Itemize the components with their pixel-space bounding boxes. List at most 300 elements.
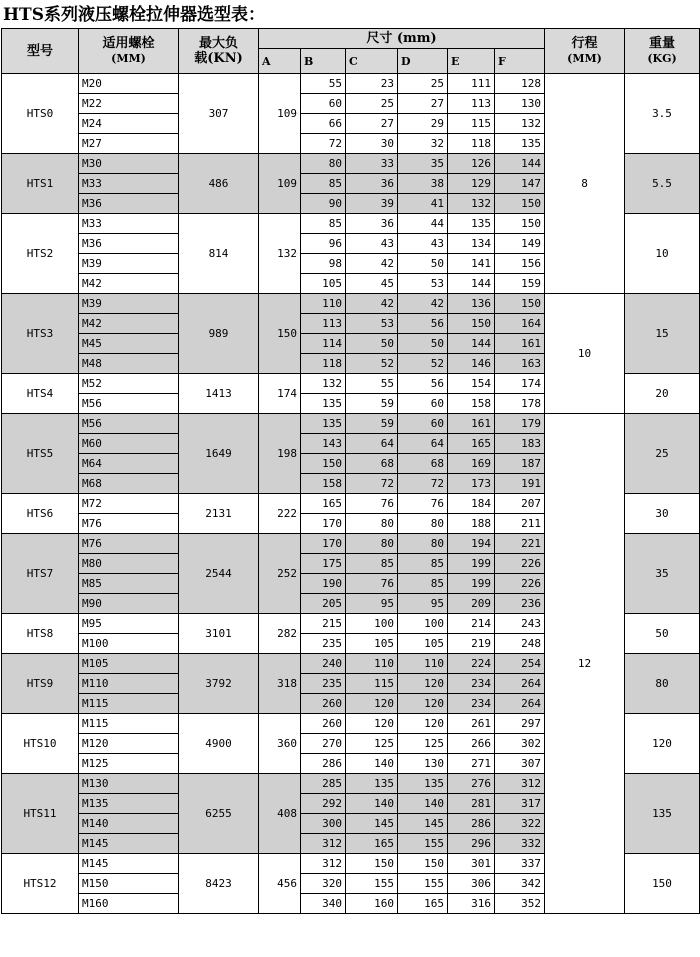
load-cell: 814 bbox=[179, 214, 259, 294]
bolt-cell: M60 bbox=[79, 434, 179, 454]
weight-cell: 150 bbox=[625, 854, 700, 914]
dim-cell: 98 bbox=[301, 254, 346, 274]
load-cell: 8423 bbox=[179, 854, 259, 914]
dim-cell: 312 bbox=[495, 774, 545, 794]
dim-cell: 64 bbox=[346, 434, 398, 454]
dim-a-cell: 109 bbox=[259, 74, 301, 154]
dim-a-cell: 408 bbox=[259, 774, 301, 854]
dim-cell: 42 bbox=[346, 254, 398, 274]
dim-cell: 44 bbox=[398, 214, 448, 234]
load-cell: 307 bbox=[179, 74, 259, 154]
dim-cell: 144 bbox=[495, 154, 545, 174]
dim-cell: 207 bbox=[495, 494, 545, 514]
model-cell: HTS10 bbox=[2, 714, 79, 774]
load-cell: 486 bbox=[179, 154, 259, 214]
dim-cell: 276 bbox=[448, 774, 495, 794]
dim-cell: 56 bbox=[398, 374, 448, 394]
bolt-cell: M33 bbox=[79, 174, 179, 194]
dim-cell: 115 bbox=[346, 674, 398, 694]
header-b: B bbox=[301, 49, 346, 74]
dim-cell: 125 bbox=[398, 734, 448, 754]
dim-a-cell: 132 bbox=[259, 214, 301, 294]
model-cell: HTS5 bbox=[2, 414, 79, 494]
dim-cell: 297 bbox=[495, 714, 545, 734]
dim-cell: 224 bbox=[448, 654, 495, 674]
bolt-cell: M64 bbox=[79, 454, 179, 474]
dim-cell: 105 bbox=[398, 634, 448, 654]
dim-cell: 150 bbox=[495, 214, 545, 234]
header-load: 最大负 载(KN) bbox=[179, 29, 259, 74]
dim-cell: 114 bbox=[301, 334, 346, 354]
weight-cell: 120 bbox=[625, 714, 700, 774]
dim-cell: 226 bbox=[495, 574, 545, 594]
bolt-cell: M20 bbox=[79, 74, 179, 94]
model-cell: HTS7 bbox=[2, 534, 79, 614]
model-cell: HTS0 bbox=[2, 74, 79, 154]
bolt-cell: M145 bbox=[79, 854, 179, 874]
dim-cell: 143 bbox=[301, 434, 346, 454]
dim-cell: 187 bbox=[495, 454, 545, 474]
load-cell: 1413 bbox=[179, 374, 259, 414]
load-cell: 2544 bbox=[179, 534, 259, 614]
bolt-cell: M56 bbox=[79, 394, 179, 414]
bolt-cell: M48 bbox=[79, 354, 179, 374]
weight-cell: 35 bbox=[625, 534, 700, 614]
dim-cell: 312 bbox=[301, 854, 346, 874]
dim-cell: 178 bbox=[495, 394, 545, 414]
dim-cell: 165 bbox=[346, 834, 398, 854]
dim-cell: 300 bbox=[301, 814, 346, 834]
header-model: 型号 bbox=[2, 29, 79, 74]
dim-cell: 76 bbox=[398, 494, 448, 514]
dim-cell: 150 bbox=[398, 854, 448, 874]
dim-cell: 173 bbox=[448, 474, 495, 494]
dim-cell: 145 bbox=[398, 814, 448, 834]
dim-cell: 296 bbox=[448, 834, 495, 854]
model-cell: HTS2 bbox=[2, 214, 79, 294]
dim-cell: 211 bbox=[495, 514, 545, 534]
dim-cell: 80 bbox=[301, 154, 346, 174]
dim-cell: 27 bbox=[398, 94, 448, 114]
dim-cell: 36 bbox=[346, 174, 398, 194]
dim-cell: 155 bbox=[346, 874, 398, 894]
dim-cell: 60 bbox=[301, 94, 346, 114]
dim-cell: 135 bbox=[301, 414, 346, 434]
dim-a-cell: 222 bbox=[259, 494, 301, 534]
dim-cell: 271 bbox=[448, 754, 495, 774]
header-bolt: 适用螺栓 (MM) bbox=[79, 29, 179, 74]
dim-a-cell: 150 bbox=[259, 294, 301, 374]
dim-cell: 292 bbox=[301, 794, 346, 814]
dim-cell: 130 bbox=[398, 754, 448, 774]
dim-cell: 170 bbox=[301, 514, 346, 534]
bolt-cell: M85 bbox=[79, 574, 179, 594]
bolt-cell: M45 bbox=[79, 334, 179, 354]
dim-cell: 80 bbox=[398, 514, 448, 534]
dim-cell: 33 bbox=[346, 154, 398, 174]
header-a: A bbox=[259, 49, 301, 74]
dim-cell: 150 bbox=[495, 194, 545, 214]
dim-cell: 128 bbox=[495, 74, 545, 94]
dim-cell: 161 bbox=[495, 334, 545, 354]
dim-cell: 322 bbox=[495, 814, 545, 834]
dim-cell: 72 bbox=[301, 134, 346, 154]
dim-cell: 55 bbox=[346, 374, 398, 394]
bolt-cell: M76 bbox=[79, 534, 179, 554]
header-weight: 重量 (KG) bbox=[625, 29, 700, 74]
model-cell: HTS8 bbox=[2, 614, 79, 654]
dim-cell: 85 bbox=[301, 214, 346, 234]
dim-cell: 120 bbox=[346, 714, 398, 734]
dim-cell: 214 bbox=[448, 614, 495, 634]
dim-cell: 113 bbox=[448, 94, 495, 114]
dim-cell: 111 bbox=[448, 74, 495, 94]
dim-cell: 68 bbox=[398, 454, 448, 474]
header-c: C bbox=[346, 49, 398, 74]
dim-cell: 209 bbox=[448, 594, 495, 614]
header-e: E bbox=[448, 49, 495, 74]
bolt-cell: M39 bbox=[79, 294, 179, 314]
dim-cell: 165 bbox=[448, 434, 495, 454]
dim-cell: 156 bbox=[495, 254, 545, 274]
dim-cell: 118 bbox=[301, 354, 346, 374]
dim-cell: 27 bbox=[346, 114, 398, 134]
dim-cell: 183 bbox=[495, 434, 545, 454]
dim-cell: 126 bbox=[448, 154, 495, 174]
bolt-cell: M42 bbox=[79, 274, 179, 294]
dim-cell: 155 bbox=[398, 834, 448, 854]
dim-cell: 140 bbox=[398, 794, 448, 814]
dim-cell: 52 bbox=[346, 354, 398, 374]
load-cell: 989 bbox=[179, 294, 259, 374]
dim-cell: 301 bbox=[448, 854, 495, 874]
weight-cell: 10 bbox=[625, 214, 700, 294]
dim-cell: 140 bbox=[346, 754, 398, 774]
dim-cell: 145 bbox=[346, 814, 398, 834]
bolt-cell: M24 bbox=[79, 114, 179, 134]
dim-cell: 135 bbox=[398, 774, 448, 794]
dim-cell: 150 bbox=[346, 854, 398, 874]
dim-cell: 236 bbox=[495, 594, 545, 614]
dim-cell: 235 bbox=[301, 634, 346, 654]
bolt-cell: M145 bbox=[79, 834, 179, 854]
dim-cell: 286 bbox=[301, 754, 346, 774]
dim-cell: 234 bbox=[448, 674, 495, 694]
load-cell: 6255 bbox=[179, 774, 259, 854]
dim-cell: 165 bbox=[301, 494, 346, 514]
bolt-cell: M150 bbox=[79, 874, 179, 894]
bolt-cell: M95 bbox=[79, 614, 179, 634]
dim-cell: 132 bbox=[301, 374, 346, 394]
dim-cell: 110 bbox=[346, 654, 398, 674]
bolt-cell: M105 bbox=[79, 654, 179, 674]
model-cell: HTS11 bbox=[2, 774, 79, 854]
dim-cell: 25 bbox=[346, 94, 398, 114]
bolt-cell: M115 bbox=[79, 694, 179, 714]
dim-cell: 240 bbox=[301, 654, 346, 674]
dim-cell: 188 bbox=[448, 514, 495, 534]
dim-cell: 120 bbox=[398, 674, 448, 694]
dim-cell: 80 bbox=[346, 534, 398, 554]
dim-cell: 85 bbox=[301, 174, 346, 194]
dim-cell: 141 bbox=[448, 254, 495, 274]
bolt-cell: M135 bbox=[79, 794, 179, 814]
dim-cell: 25 bbox=[398, 74, 448, 94]
dim-cell: 125 bbox=[346, 734, 398, 754]
dim-cell: 59 bbox=[346, 394, 398, 414]
weight-cell: 135 bbox=[625, 774, 700, 854]
dim-cell: 159 bbox=[495, 274, 545, 294]
dim-cell: 64 bbox=[398, 434, 448, 454]
dim-cell: 50 bbox=[398, 254, 448, 274]
bolt-cell: M52 bbox=[79, 374, 179, 394]
dim-cell: 149 bbox=[495, 234, 545, 254]
dim-cell: 281 bbox=[448, 794, 495, 814]
dim-cell: 129 bbox=[448, 174, 495, 194]
dim-cell: 136 bbox=[448, 294, 495, 314]
dim-cell: 130 bbox=[495, 94, 545, 114]
dim-cell: 170 bbox=[301, 534, 346, 554]
dim-cell: 158 bbox=[301, 474, 346, 494]
bolt-cell: M30 bbox=[79, 154, 179, 174]
bolt-cell: M120 bbox=[79, 734, 179, 754]
dim-cell: 264 bbox=[495, 674, 545, 694]
dim-cell: 110 bbox=[398, 654, 448, 674]
dim-cell: 169 bbox=[448, 454, 495, 474]
weight-cell: 80 bbox=[625, 654, 700, 714]
dim-cell: 352 bbox=[495, 894, 545, 914]
dim-cell: 115 bbox=[448, 114, 495, 134]
model-cell: HTS6 bbox=[2, 494, 79, 534]
dim-cell: 316 bbox=[448, 894, 495, 914]
model-cell: HTS12 bbox=[2, 854, 79, 914]
dim-cell: 105 bbox=[301, 274, 346, 294]
dim-cell: 302 bbox=[495, 734, 545, 754]
bolt-cell: M140 bbox=[79, 814, 179, 834]
dim-cell: 312 bbox=[301, 834, 346, 854]
dim-cell: 43 bbox=[398, 234, 448, 254]
dim-cell: 35 bbox=[398, 154, 448, 174]
dim-a-cell: 318 bbox=[259, 654, 301, 714]
dim-cell: 53 bbox=[398, 274, 448, 294]
table-row bbox=[2, 294, 700, 314]
dim-cell: 264 bbox=[495, 694, 545, 714]
bolt-cell: M100 bbox=[79, 634, 179, 654]
dim-cell: 59 bbox=[346, 414, 398, 434]
dim-cell: 199 bbox=[448, 554, 495, 574]
dim-cell: 45 bbox=[346, 274, 398, 294]
selection-table bbox=[1, 28, 700, 914]
bolt-cell: M115 bbox=[79, 714, 179, 734]
dim-cell: 261 bbox=[448, 714, 495, 734]
dim-cell: 248 bbox=[495, 634, 545, 654]
bolt-cell: M90 bbox=[79, 594, 179, 614]
dim-cell: 150 bbox=[301, 454, 346, 474]
dim-cell: 80 bbox=[346, 514, 398, 534]
dim-cell: 184 bbox=[448, 494, 495, 514]
bolt-cell: M42 bbox=[79, 314, 179, 334]
dim-cell: 215 bbox=[301, 614, 346, 634]
dim-cell: 42 bbox=[346, 294, 398, 314]
dim-cell: 219 bbox=[448, 634, 495, 654]
bolt-cell: M33 bbox=[79, 214, 179, 234]
weight-cell: 50 bbox=[625, 614, 700, 654]
dim-cell: 72 bbox=[398, 474, 448, 494]
dim-cell: 132 bbox=[495, 114, 545, 134]
dim-cell: 30 bbox=[346, 134, 398, 154]
dim-a-cell: 360 bbox=[259, 714, 301, 774]
dim-cell: 43 bbox=[346, 234, 398, 254]
model-cell: HTS3 bbox=[2, 294, 79, 374]
bolt-cell: M36 bbox=[79, 194, 179, 214]
model-cell: HTS1 bbox=[2, 154, 79, 214]
dim-a-cell: 174 bbox=[259, 374, 301, 414]
table-row bbox=[2, 414, 700, 434]
dim-cell: 332 bbox=[495, 834, 545, 854]
bolt-cell: M22 bbox=[79, 94, 179, 114]
dim-cell: 160 bbox=[346, 894, 398, 914]
dim-cell: 221 bbox=[495, 534, 545, 554]
weight-cell: 30 bbox=[625, 494, 700, 534]
dim-cell: 266 bbox=[448, 734, 495, 754]
dim-cell: 132 bbox=[448, 194, 495, 214]
dim-cell: 307 bbox=[495, 754, 545, 774]
dim-cell: 52 bbox=[398, 354, 448, 374]
dim-cell: 23 bbox=[346, 74, 398, 94]
dim-cell: 113 bbox=[301, 314, 346, 334]
header-dimensions: 尺寸 (mm) bbox=[259, 29, 545, 49]
bolt-cell: M27 bbox=[79, 134, 179, 154]
dim-cell: 226 bbox=[495, 554, 545, 574]
dim-cell: 163 bbox=[495, 354, 545, 374]
dim-a-cell: 456 bbox=[259, 854, 301, 914]
dim-cell: 165 bbox=[398, 894, 448, 914]
dim-cell: 135 bbox=[448, 214, 495, 234]
table-row bbox=[2, 74, 700, 94]
dim-cell: 105 bbox=[346, 634, 398, 654]
dim-cell: 190 bbox=[301, 574, 346, 594]
dim-a-cell: 252 bbox=[259, 534, 301, 614]
dim-cell: 161 bbox=[448, 414, 495, 434]
dim-a-cell: 282 bbox=[259, 614, 301, 654]
dim-cell: 135 bbox=[495, 134, 545, 154]
dim-cell: 42 bbox=[398, 294, 448, 314]
dim-cell: 120 bbox=[346, 694, 398, 714]
dim-cell: 118 bbox=[448, 134, 495, 154]
dim-cell: 337 bbox=[495, 854, 545, 874]
dim-cell: 155 bbox=[398, 874, 448, 894]
dim-cell: 120 bbox=[398, 694, 448, 714]
model-cell: HTS4 bbox=[2, 374, 79, 414]
dim-cell: 147 bbox=[495, 174, 545, 194]
header-stroke: 行程 (MM) bbox=[545, 29, 625, 74]
dim-cell: 243 bbox=[495, 614, 545, 634]
dim-cell: 80 bbox=[398, 534, 448, 554]
load-cell: 2131 bbox=[179, 494, 259, 534]
dim-cell: 254 bbox=[495, 654, 545, 674]
dim-cell: 85 bbox=[398, 574, 448, 594]
dim-cell: 32 bbox=[398, 134, 448, 154]
dim-cell: 199 bbox=[448, 574, 495, 594]
dim-cell: 174 bbox=[495, 374, 545, 394]
dim-cell: 260 bbox=[301, 694, 346, 714]
bolt-cell: M72 bbox=[79, 494, 179, 514]
dim-cell: 158 bbox=[448, 394, 495, 414]
dim-cell: 53 bbox=[346, 314, 398, 334]
dim-cell: 41 bbox=[398, 194, 448, 214]
bolt-cell: M76 bbox=[79, 514, 179, 534]
weight-cell: 5.5 bbox=[625, 154, 700, 214]
page-title: HTS系列液压螺栓拉伸器选型表： bbox=[3, 5, 265, 25]
dim-cell: 234 bbox=[448, 694, 495, 714]
dim-cell: 110 bbox=[301, 294, 346, 314]
dim-cell: 68 bbox=[346, 454, 398, 474]
dim-cell: 50 bbox=[398, 334, 448, 354]
dim-cell: 144 bbox=[448, 274, 495, 294]
dim-cell: 60 bbox=[398, 414, 448, 434]
bolt-cell: M160 bbox=[79, 894, 179, 914]
dim-cell: 320 bbox=[301, 874, 346, 894]
dim-cell: 76 bbox=[346, 574, 398, 594]
dim-cell: 36 bbox=[346, 214, 398, 234]
dim-cell: 317 bbox=[495, 794, 545, 814]
dim-cell: 60 bbox=[398, 394, 448, 414]
load-cell: 3792 bbox=[179, 654, 259, 714]
header-f: F bbox=[495, 49, 545, 74]
dim-cell: 144 bbox=[448, 334, 495, 354]
bolt-cell: M39 bbox=[79, 254, 179, 274]
dim-cell: 191 bbox=[495, 474, 545, 494]
dim-cell: 100 bbox=[398, 614, 448, 634]
dim-cell: 95 bbox=[398, 594, 448, 614]
dim-cell: 135 bbox=[346, 774, 398, 794]
load-cell: 3101 bbox=[179, 614, 259, 654]
header-d: D bbox=[398, 49, 448, 74]
weight-cell: 3.5 bbox=[625, 74, 700, 154]
dim-cell: 76 bbox=[346, 494, 398, 514]
dim-cell: 85 bbox=[346, 554, 398, 574]
dim-cell: 72 bbox=[346, 474, 398, 494]
dim-cell: 179 bbox=[495, 414, 545, 434]
stroke-cell: 10 bbox=[545, 294, 625, 414]
load-cell: 1649 bbox=[179, 414, 259, 494]
weight-cell: 25 bbox=[625, 414, 700, 494]
dim-cell: 235 bbox=[301, 674, 346, 694]
dim-cell: 90 bbox=[301, 194, 346, 214]
bolt-cell: M130 bbox=[79, 774, 179, 794]
bolt-cell: M36 bbox=[79, 234, 179, 254]
bolt-cell: M68 bbox=[79, 474, 179, 494]
bolt-cell: M125 bbox=[79, 754, 179, 774]
dim-cell: 96 bbox=[301, 234, 346, 254]
load-cell: 4900 bbox=[179, 714, 259, 774]
dim-cell: 29 bbox=[398, 114, 448, 134]
dim-a-cell: 198 bbox=[259, 414, 301, 494]
dim-cell: 38 bbox=[398, 174, 448, 194]
dim-cell: 95 bbox=[346, 594, 398, 614]
weight-cell: 15 bbox=[625, 294, 700, 374]
dim-cell: 56 bbox=[398, 314, 448, 334]
dim-cell: 134 bbox=[448, 234, 495, 254]
dim-cell: 285 bbox=[301, 774, 346, 794]
bolt-cell: M56 bbox=[79, 414, 179, 434]
model-cell: HTS9 bbox=[2, 654, 79, 714]
dim-cell: 150 bbox=[495, 294, 545, 314]
weight-cell: 20 bbox=[625, 374, 700, 414]
dim-cell: 55 bbox=[301, 74, 346, 94]
dim-cell: 154 bbox=[448, 374, 495, 394]
dim-cell: 306 bbox=[448, 874, 495, 894]
